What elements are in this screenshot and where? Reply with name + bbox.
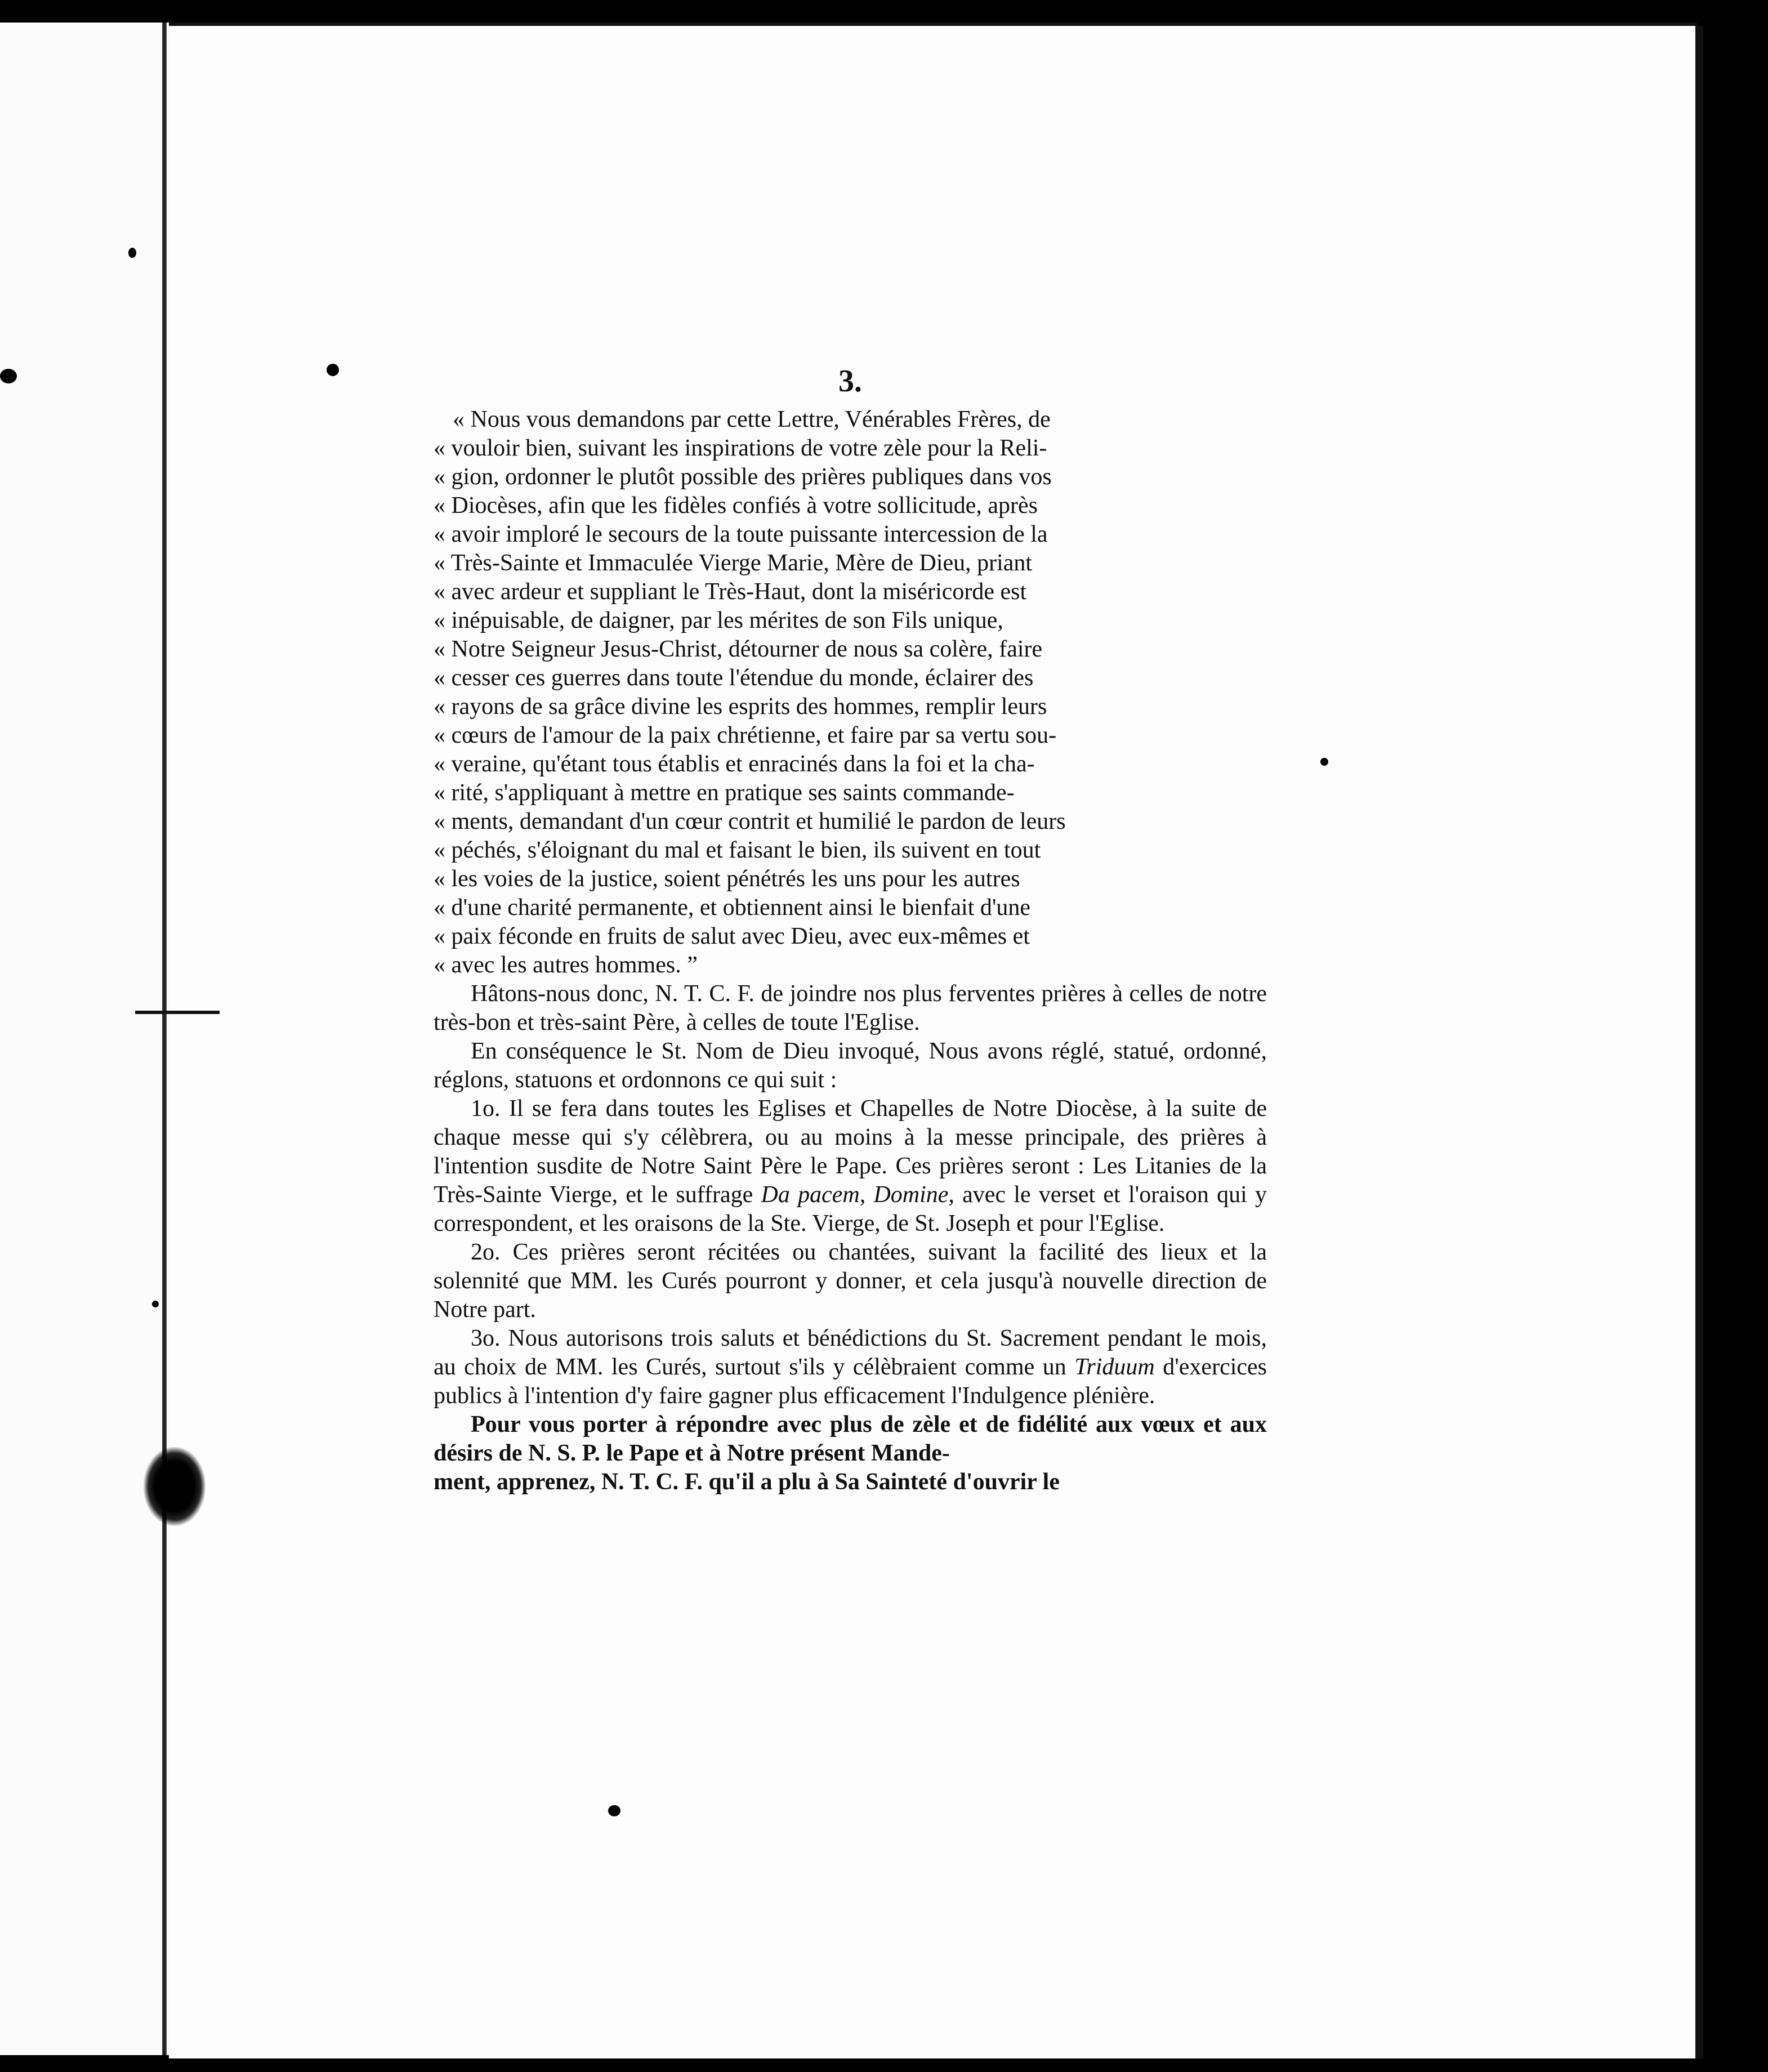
quote-line: « veraine, qu'étant tous établis et enracinés dans la foi et la cha- (434, 751, 1035, 777)
closing-text: Pour vous porter à répondre avec plus de zèle et de fidélité aux vœux et aux désirs de N. S. P. le Pape et à Notre présent Mande- (434, 1412, 1267, 1466)
ink-speck (152, 1301, 159, 1307)
ink-speck (128, 248, 136, 258)
margin-mark (135, 1011, 220, 1014)
quote-line: « avec ardeur et suppliant le Très-Haut, dont la miséricorde est (434, 579, 1027, 605)
ordinance-item-1 (434, 1095, 1267, 1238)
quote-line: « rayons de sa grâce divine les esprits des hommes, remplir leurs (434, 694, 1047, 720)
ordinance-item-3 (434, 1324, 1267, 1410)
item-text: avec le verset et l'oraison qui y correspondent, et les oraisons de la Ste. Vierge, de St. Joseph et pour l'Eglise. (434, 1182, 1267, 1236)
ordinance-preamble: En conséquence le St. Nom de Dieu invoqué, Nous avons réglé, statué, ordonné, réglons, statuons et ordonnons ce qui suit : (434, 1038, 1267, 1093)
quote-line: « Diocèses, afin que les fidèles confiés à votre sollicitude, après (434, 493, 1038, 519)
ink-speck (1320, 758, 1328, 766)
quote-line: « inépuisable, de daigner, par les mérites de son Fils unique, (434, 608, 1003, 633)
ordinance-item-2: 2o. Ces prières seront récitées ou chantées, suivant la facilité des lieux et la solennité que MM. les Curés pourront y donner, et cela jusqu'à nouvelle direction de Notre part. (434, 1239, 1267, 1323)
item-text: d'exercices publics à l'intention d'y faire gagner plus efficacement l'Indulgence plénière. (434, 1354, 1267, 1409)
quote-line: « Très-Sainte et Immaculée Vierge Marie, Mère de Dieu, priant (434, 550, 1033, 576)
closing-paragraph (434, 1410, 1267, 1497)
ink-speck (0, 369, 17, 383)
document-body (434, 405, 1267, 1497)
quote-line: « avoir imploré le secours de la toute puissante intercession de la (434, 521, 1048, 547)
item-text: 3o. Nous autorisons trois saluts et bénédictions du St. Sacrement pendant le mois, au choix de MM. les Curés, surtout s'ils y célèbraient comme un (434, 1325, 1267, 1380)
page-number: 3. (838, 364, 862, 399)
ink-blot (144, 1447, 206, 1526)
quote-line: « ments, demandant d'un cœur contrit et humilié le pardon de leurs (434, 809, 1066, 834)
adjacent-page-strip (0, 23, 169, 2055)
item-italic-text: Triduum (1074, 1354, 1155, 1380)
quote-line: « cesser ces guerres dans toute l'étendue du monde, éclairer des (434, 665, 1034, 691)
ink-speck (327, 364, 339, 376)
page-fold (162, 23, 167, 2055)
quote-line: « vouloir bien, suivant les inspirations de votre zèle pour la Reli- (434, 435, 1047, 461)
quote-line: « paix féconde en fruits de salut avec Dieu, avec eux-mêmes et (434, 923, 1030, 949)
quote-line: « rité, s'appliquant à mettre en pratique ses saints commande- (434, 780, 1015, 806)
exhortation-paragraph: Hâtons-nous donc, N. T. C. F. de joindre nos plus ferventes prières à celles de notre très-bon et très-saint Père, à celles de toute l'Eglise. (434, 981, 1267, 1035)
quote-line: « Notre Seigneur Jesus-Christ, détourner de nous sa colère, faire (434, 636, 1043, 662)
item-text: 1o. Il se fera dans toutes les Eglises et Chapelles de Notre Diocèse, à la suite de chaque messe qui s'y célèbrera, ou au moins à la messe principale, des prières à l'intention susdite de Notre Saint Père le Pape. Ces prières seront : Les Litanies de la Très-Sainte Vierge, et le suffrage (434, 1096, 1267, 1208)
page-edge (1695, 26, 1703, 2058)
closing-text: ment, apprenez, N. T. C. F. qu'il a plu à Sa Sainteté d'ouvrir le (434, 1469, 1060, 1495)
quote-line: « gion, ordonner le plutôt possible des prières publiques dans vos (434, 464, 1052, 490)
quote-line: « avec les autres hommes. ” (434, 952, 698, 978)
quote-line: « cœurs de l'amour de la paix chrétienne, et faire par sa vertu sou- (434, 722, 1057, 748)
quote-line: « Nous vous demandons par cette Lettre, Vénérables Frères, de (453, 407, 1051, 432)
quote-line: « les voies de la justice, soient pénétrés les uns pour les autres (434, 866, 1020, 892)
papal-quotation (434, 405, 1267, 980)
ink-speck (608, 1805, 620, 1816)
item-italic-text: Da pacem, Domine, (761, 1182, 954, 1208)
quote-line: « péchés, s'éloignant du mal et faisant le bien, ils suivent en tout (434, 837, 1041, 863)
quote-line: « d'une charité permanente, et obtiennent ainsi le bienfait d'une (434, 895, 1031, 921)
